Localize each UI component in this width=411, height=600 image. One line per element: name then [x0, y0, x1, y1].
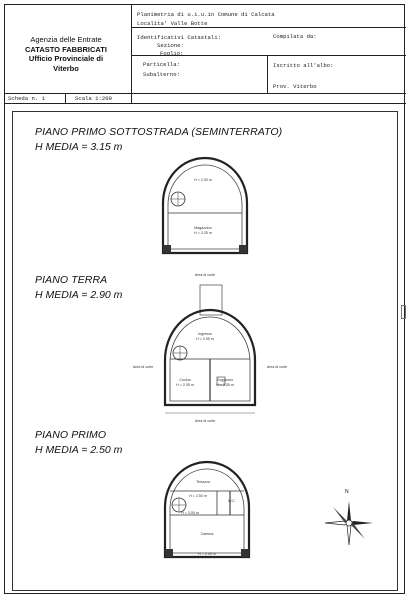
plan-1-label-3: H = 3.25 m: [194, 231, 212, 235]
office-line-catasto: CATASTO FABBRICATI: [25, 44, 107, 54]
plan-1-subtitle: H MEDIA = 3.15 m: [35, 141, 123, 153]
prov-label: Prov. Viterbo: [273, 83, 317, 90]
plan-2-label-4: Cucina: [179, 378, 191, 382]
header-divider-vertical: [131, 5, 132, 93]
office-block: [11, 35, 121, 73]
iscritto-label: Iscritto all'albo:: [273, 62, 334, 69]
sezione-label: Sezione:: [157, 42, 184, 49]
plan-2-drawing: [155, 275, 265, 425]
plan-title-text: Planimetria di u.i.u.in Comune di Calcata: [137, 11, 275, 18]
plan-3-subtitle: H MEDIA = 2.50 m: [35, 444, 123, 456]
foglio-label: Foglio:: [160, 50, 184, 57]
plan-3-label-2: H = 2.50 m: [189, 494, 207, 498]
plan-3-label-6: H = 2.05 m: [198, 552, 216, 556]
plan-2-label-10: Area di corte: [194, 419, 216, 423]
plan-3-drawing: [155, 457, 260, 567]
cadastral-sheet: [4, 4, 405, 594]
plan-3-label-1: Terrazza: [196, 480, 210, 484]
scala-label: Scala 1:200: [75, 95, 112, 102]
plan-2-label-2: Ingresso: [198, 332, 212, 336]
plan-1-title: PIANO PRIMO SOTTOSTRADA (SEMINTERRATO): [35, 126, 283, 138]
compilata-label: Compilata da:: [273, 33, 317, 40]
scale-row-divider: [5, 103, 406, 104]
plan-2-label-9: Area di corte: [266, 365, 288, 369]
office-line-agency: Agenzia delle Entrate: [30, 35, 102, 44]
identifiers-label: Identificativi Catastali:: [137, 34, 221, 41]
plan-2-label-5: H = 2.35 m: [176, 383, 194, 387]
plan-1-drawing: [155, 153, 255, 258]
plan-2-label-7: H = 2.35 m: [216, 383, 234, 387]
compass-rose-icon: [323, 499, 375, 547]
header-divider-horizontal-1: [131, 27, 406, 28]
side-punch: [401, 305, 406, 319]
office-line-city: Viterbo: [53, 63, 79, 73]
particella-label: Particella:: [143, 61, 180, 68]
subalterno-label: Subalterno:: [143, 71, 180, 78]
plan-3-label-3: W.C.: [228, 499, 236, 503]
plan-2-title: PIANO TERRA: [35, 274, 108, 286]
office-line-ufficio: Ufficio Provinciale di: [28, 54, 104, 63]
plan-1-label-2: Magazzino: [194, 226, 212, 230]
scale-row-divider-v1: [65, 93, 66, 103]
plan-3-label-4: H = 3.00 m: [181, 511, 199, 515]
locality-text: Localita' Valle Botte: [137, 20, 208, 27]
scheda-label: Scheda n. 1: [8, 95, 45, 102]
plan-3-title: PIANO PRIMO: [35, 429, 107, 441]
plan-2-label-8: Area di corte: [132, 365, 154, 369]
plan-2-label-1: Area di corte: [194, 273, 216, 277]
header-divider-vertical-2: [267, 55, 268, 93]
plan-2-subtitle: H MEDIA = 2.90 m: [35, 289, 123, 301]
scale-row-divider-v2: [131, 93, 132, 103]
plan-1-label-1: H = 2.00 m: [194, 178, 212, 182]
compass-north-label: N: [345, 489, 349, 495]
plan-3-label-5: Camera: [200, 532, 214, 536]
plan-2-label-6: Soggiorno: [216, 378, 234, 382]
plan-2-label-3: H = 2.95 m: [196, 337, 214, 341]
